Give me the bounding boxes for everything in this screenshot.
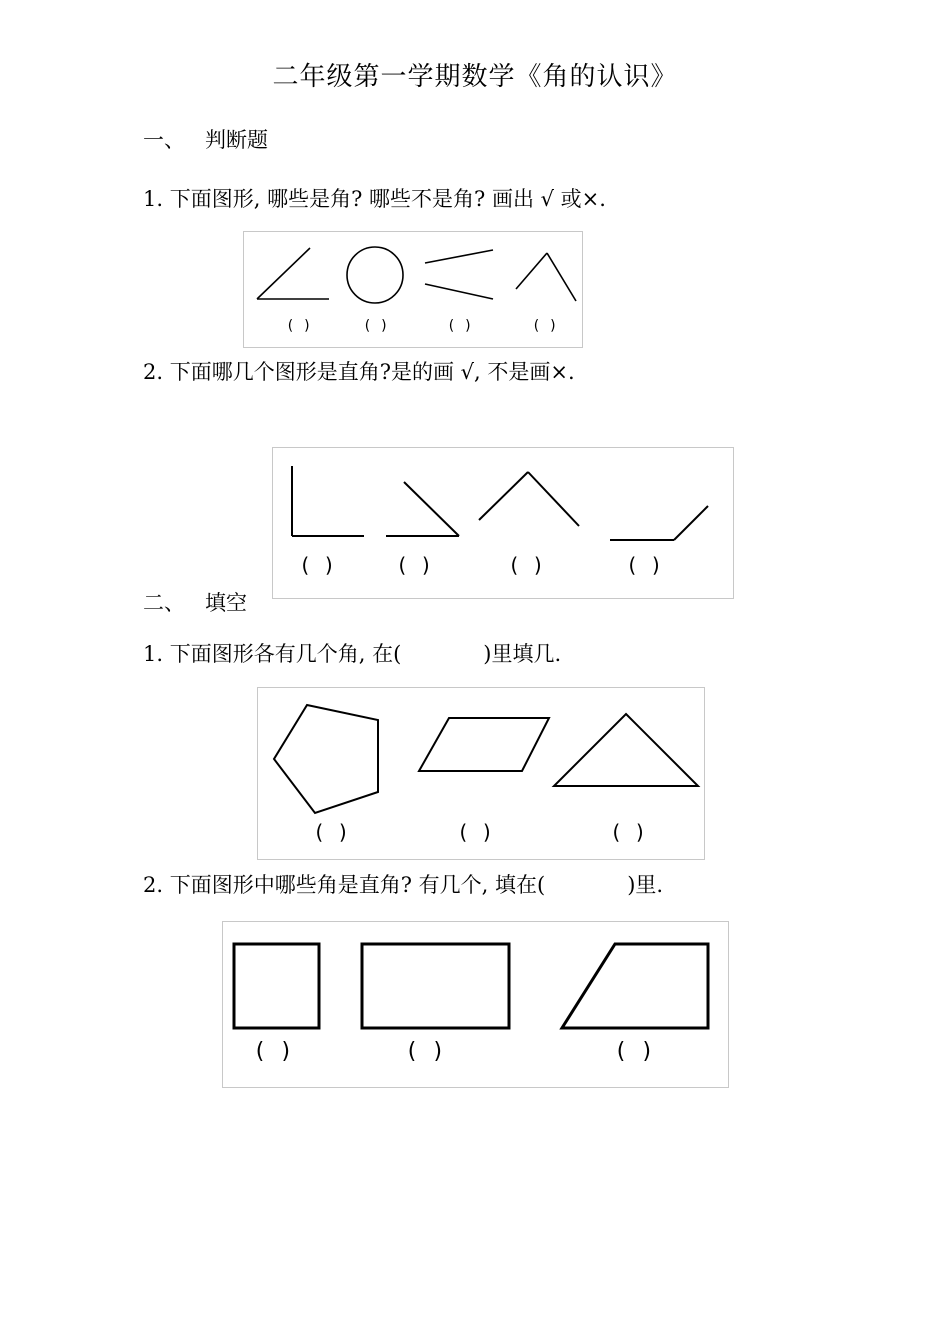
shape-circle bbox=[347, 247, 403, 303]
answer-blank[interactable]: ( ) bbox=[457, 820, 494, 844]
answer-blank[interactable]: ( ) bbox=[610, 820, 647, 844]
figure-quadrilaterals bbox=[222, 921, 729, 1088]
question-2 bbox=[143, 356, 575, 386]
shape-right-angle bbox=[292, 466, 364, 536]
question-4 bbox=[143, 869, 663, 899]
answer-blank[interactable]: ( ) bbox=[286, 318, 312, 334]
answer-blank[interactable]: ( ) bbox=[626, 553, 663, 577]
question-text-before: 下面图形各有几个角, 在( bbox=[169, 642, 402, 666]
question-number: 1. bbox=[143, 187, 164, 211]
answer-blank[interactable]: ( ) bbox=[313, 820, 350, 844]
answer-blank[interactable]: ( ) bbox=[508, 553, 545, 577]
shape-right-trapezoid bbox=[562, 944, 708, 1028]
question-number: 2. bbox=[143, 873, 164, 897]
shape-obtuse-angle-apex-up bbox=[479, 472, 579, 526]
section-number: 二、 bbox=[143, 591, 185, 615]
figure-polygons bbox=[257, 687, 705, 860]
shape-open-angle bbox=[516, 253, 576, 301]
answer-blank[interactable]: ( ) bbox=[532, 318, 558, 334]
answer-blank[interactable]: ( ) bbox=[614, 1039, 654, 1064]
section-heading-fill-in bbox=[143, 587, 247, 617]
shape-obtuse-angle bbox=[610, 506, 708, 540]
question-text-after: )里. bbox=[627, 873, 664, 897]
section-label: 填空 bbox=[205, 591, 247, 615]
question-3 bbox=[143, 638, 561, 668]
answer-blank[interactable]: ( ) bbox=[396, 553, 433, 577]
answer-blank[interactable]: ( ) bbox=[299, 553, 336, 577]
question-number: 2. bbox=[143, 360, 164, 384]
question-text-before: 下面图形中哪些角是直角? 有几个, 填在( bbox=[169, 873, 546, 897]
figure-right-angles bbox=[272, 447, 734, 599]
shape-pentagon bbox=[274, 705, 378, 813]
question-text: 下面图形, 哪些是角? 哪些不是角? 画出 √ 或×. bbox=[169, 187, 606, 211]
answer-blank[interactable]: ( ) bbox=[447, 318, 473, 334]
question-text-after: )里填几. bbox=[483, 642, 562, 666]
question-text: 下面哪几个图形是直角?是的画 √, 不是画×. bbox=[169, 360, 575, 384]
answer-blank[interactable]: ( ) bbox=[363, 318, 389, 334]
shape-acute-angle bbox=[386, 482, 459, 536]
section-label: 判断题 bbox=[205, 128, 268, 152]
shape-parallelogram bbox=[419, 718, 549, 771]
shape-two-separate-lines bbox=[425, 250, 493, 299]
section-number: 一、 bbox=[143, 128, 185, 152]
shape-angle bbox=[257, 248, 329, 299]
answer-blank[interactable]: ( ) bbox=[405, 1039, 445, 1064]
shape-rectangle bbox=[362, 944, 509, 1028]
page-title: 二年级第一学期数学《角的认识》 bbox=[272, 62, 678, 92]
answer-blank[interactable]: ( ) bbox=[253, 1039, 293, 1064]
question-number: 1. bbox=[143, 642, 164, 666]
section-heading-judgment bbox=[143, 124, 268, 154]
question-1 bbox=[143, 183, 606, 213]
shape-triangle bbox=[554, 714, 698, 786]
shape-square bbox=[234, 944, 319, 1028]
figure-angles-or-not bbox=[243, 231, 583, 348]
